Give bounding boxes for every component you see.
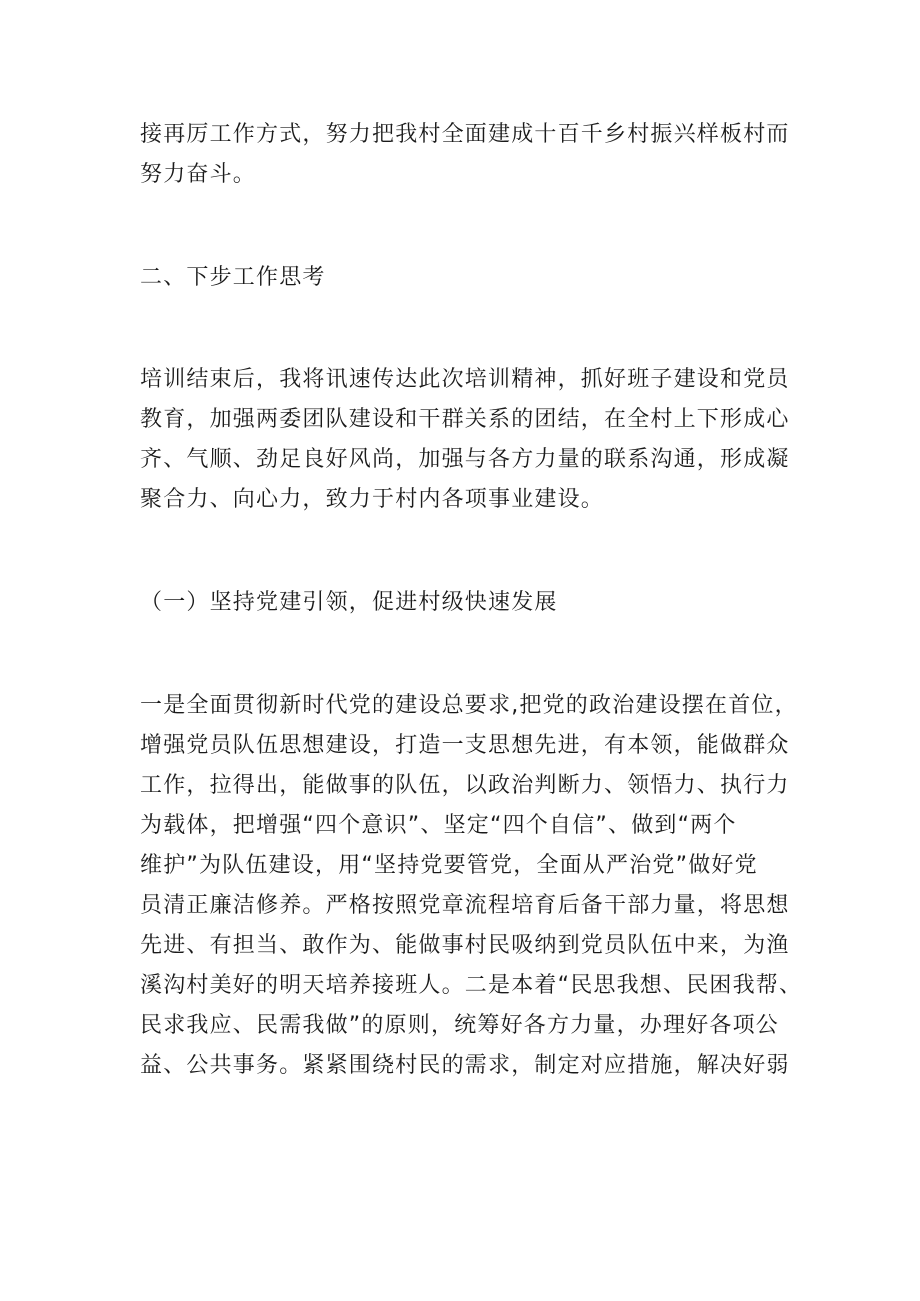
paragraph-spacer xyxy=(140,623,784,686)
text-line: 员清正廉洁修养。严格按照党章流程培育后备干部力量，将思想 xyxy=(140,893,790,918)
text-line: 益、公共事务。紧紧围绕村民的需求，制定对应措施，解决好弱 xyxy=(140,1053,790,1078)
paragraph-party-building xyxy=(140,686,803,1086)
text-line: 维护”为队伍建设，用“坚持党要管党，全面从严治党”做好党 xyxy=(140,853,758,878)
text-line: 为载体，把增强“四个意识”、坚定“四个自信”、做到“两个 xyxy=(140,813,737,838)
text-line: 齐、气顺、劲足良好风尚，加强与各方力量的联系沟通，形成凝 xyxy=(140,447,790,472)
text-line: 一是全面贯彻新时代党的建设总要求,把党的政治建设摆在首位， xyxy=(140,693,798,718)
text-line: 民求我应、民需我做”的原则，统筹好各方力量，办理好各项公 xyxy=(140,1013,779,1038)
text-line: 培训结束后，我将讯速传达此次培训精神，抓好班子建设和党员 xyxy=(140,367,790,392)
text-line: 增强党员队伍思想建设，打造一支思想先进，有本领，能做群众 xyxy=(140,733,790,758)
paragraph-continuation xyxy=(140,115,790,195)
text-line: 聚合力、向心力，致力于村内各项事业建设。 xyxy=(140,487,605,512)
paragraph-training xyxy=(140,360,790,520)
paragraph-spacer xyxy=(140,298,784,360)
text-line: 工作，拉得出，能做事的队伍，以政治判断力、领悟力、执行力 xyxy=(140,773,790,798)
subsection-heading: （一）坚持党建引领，促进村级快速发展 xyxy=(140,590,558,615)
section-heading: 二、下步工作思考 xyxy=(140,265,326,290)
paragraph-spacer xyxy=(140,195,784,258)
text-line: 努力奋斗。 xyxy=(140,162,257,187)
text-line: 接再厉工作方式，努力把我村全面建成十百千乡村振兴样板村而 xyxy=(140,122,790,147)
document-body xyxy=(140,115,803,1086)
text-line: 教育，加强两委团队建设和干群关系的团结，在全村上下形成心 xyxy=(140,407,790,432)
text-line: 先进、有担当、敢作为、能做事村民吸纳到党员队伍中来，为渔 xyxy=(140,933,790,958)
text-line: 溪沟村美好的明天培养接班人。二是本着“民思我想、民困我帮、 xyxy=(140,973,803,998)
paragraph-spacer xyxy=(140,520,784,583)
